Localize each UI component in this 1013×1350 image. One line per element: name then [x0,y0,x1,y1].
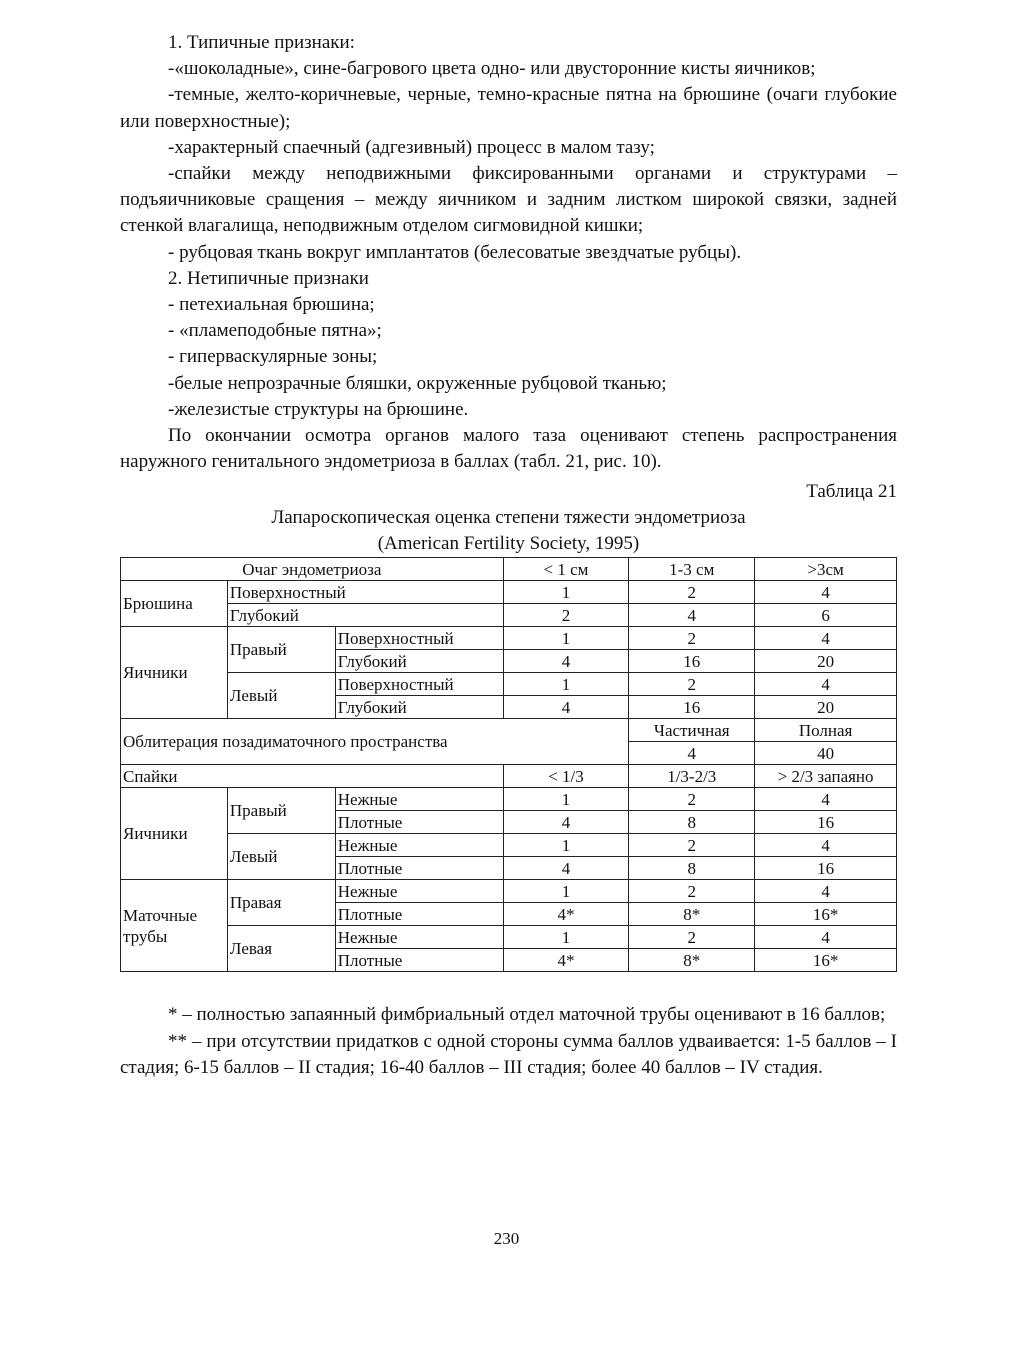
table-row [121,627,897,650]
footnote: ** – при отсутствии придатков с одной стороны сумма баллов удваивается: 1-5 баллов – I стадия; 6-15 баллов – II стадия; 16-40 баллов – III стадия; более 40 баллов – IV стадия. [120,1030,897,1078]
table-cell: 4 [503,696,629,719]
table-cell: 4 [503,811,629,834]
table-row [121,765,897,788]
table-cell: 2 [629,673,755,696]
table-caption: Таблица 21 [806,481,897,503]
table-cell: 2 [629,834,755,857]
table-cell: 1 [503,673,629,696]
table-cell: Левая [227,926,335,972]
table-row [121,719,897,742]
paragraph: -темные, желто-коричневые, черные, темно-красные пятна на брюшине (очаги глубокие или поверхностные); [120,84,897,132]
footnote: * – полностью запаянный фимбриальный отдел маточной трубы оценивают в 16 баллов; [168,1004,886,1026]
table-cell: 1 [503,627,629,650]
table-cell: 4* [503,903,629,926]
table-cell: 20 [755,650,897,673]
table-cell: 2 [629,880,755,903]
table-row [121,558,897,581]
table-cell: Левый [227,834,335,880]
table-row [121,581,897,604]
paragraph: -железистые структуры на брюшине. [168,398,469,420]
table-cell: 40 [755,742,897,765]
table-cell: Плотные [335,811,503,834]
table-cell: 1 [503,880,629,903]
table-row [121,604,897,627]
table-subtitle: (American Fertility Society, 1995) [377,533,640,555]
table-cell: 4 [755,627,897,650]
table-title: Лапароскопическая оценка степени тяжести эндометриоза [271,507,746,529]
table-row [121,880,897,903]
table-cell: 16 [629,650,755,673]
table-cell: Плотные [335,903,503,926]
table-cell: 2 [629,627,755,650]
table-cell: 8 [629,857,755,880]
atypical-signs-heading: 2. Нетипичные признаки [168,267,369,289]
table-cell: Маточные трубы [121,880,228,972]
table-cell: Поверхностный [227,581,503,604]
table-cell: 1 [503,788,629,811]
table-cell: Правая [227,880,335,926]
table-cell: Нежные [335,926,503,949]
table-cell: Яичники [121,627,228,719]
paragraph: - петехиальная брюшина; [168,294,375,316]
table-cell: 4 [755,788,897,811]
table-cell: 2 [503,604,629,627]
paragraph: -«шоколадные», сине-багрового цвета одно- или двусторонние кисты яичников; [168,58,816,80]
table-row [121,788,897,811]
table-row [121,673,897,696]
table-cell: 16 [755,811,897,834]
table-header-cell: Очаг эндометриоза [121,558,504,581]
table-cell: Спайки [121,765,504,788]
table-cell: 16* [755,949,897,972]
table-cell: 4* [503,949,629,972]
paragraph: -спайки между неподвижными фиксированными органами и структурами – подъяичниковые сращения – между яичником и задним листком широкой связки, задней стенкой влагалища, неподвижным отделом сигмовидной кишки; [120,163,897,237]
page-body [120,30,897,1081]
table-cell: Облитерация позадиматочного пространства [121,719,629,765]
paragraph: -характерный спаечный (адгезивный) процесс в малом тазу; [168,136,655,158]
table-cell: Правый [227,627,335,673]
table-cell: Нежные [335,788,503,811]
page-number: 230 [493,1229,520,1248]
table-cell: Правый [227,788,335,834]
table-header-cell: >3см [755,558,897,581]
table-cell: 8 [629,811,755,834]
table-cell: Глубокий [227,604,503,627]
table-cell: Глубокий [335,650,503,673]
table-cell: Плотные [335,949,503,972]
paragraph: По окончании осмотра органов малого таза оценивают степень распространения наружного генитального эндометриоза в баллах (табл. 21, рис. 10). [120,425,897,473]
table-cell: 8* [629,903,755,926]
table-cell: 4 [503,857,629,880]
table-cell: 16 [755,857,897,880]
table-cell: 4 [755,673,897,696]
table-cell: 4 [755,880,897,903]
paragraph: - «пламеподобные пятна»; [168,320,382,342]
table-cell: 8* [629,949,755,972]
table-cell: 20 [755,696,897,719]
paragraph: - гиперваскулярные зоны; [168,346,378,368]
table-cell: Яичники [121,788,228,880]
table-cell: 6 [755,604,897,627]
table-cell: Глубокий [335,696,503,719]
table-cell: 4 [755,581,897,604]
table-cell: 1 [503,926,629,949]
table-cell: 4 [503,650,629,673]
table-cell: 4 [629,604,755,627]
table-cell: 4 [629,742,755,765]
table-cell: Нежные [335,880,503,903]
table-cell: 2 [629,581,755,604]
paragraph: - рубцовая ткань вокруг имплантатов (белесоватые звездчатые рубцы). [168,241,742,263]
table-cell: 1/3-2/3 [629,765,755,788]
endometriosis-score-table [120,557,897,972]
table-cell: 4 [755,926,897,949]
table-cell: Плотные [335,857,503,880]
table-cell: 16 [629,696,755,719]
table-cell: Брюшина [121,581,228,627]
table-cell: 1 [503,581,629,604]
table-row [121,834,897,857]
typical-signs-heading: 1. Типичные признаки: [168,32,355,53]
table-cell: > 2/3 запаяно [755,765,897,788]
footnotes [120,1002,897,1081]
table-cell: Поверхностный [335,627,503,650]
table-cell: Частичная [629,719,755,742]
table-header-cell: 1-3 см [629,558,755,581]
table-cell: Левый [227,673,335,719]
table-cell: 16* [755,903,897,926]
table-cell: Поверхностный [335,673,503,696]
table-cell: Полная [755,719,897,742]
table-cell: 2 [629,788,755,811]
table-cell: 1 [503,834,629,857]
table-cell: 2 [629,926,755,949]
table-cell: 4 [755,834,897,857]
table-row [121,926,897,949]
table-cell: < 1/3 [503,765,629,788]
paragraph: -белые непрозрачные бляшки, окруженные рубцовой тканью; [168,372,667,394]
table-cell: Нежные [335,834,503,857]
table-header-cell: < 1 см [503,558,629,581]
